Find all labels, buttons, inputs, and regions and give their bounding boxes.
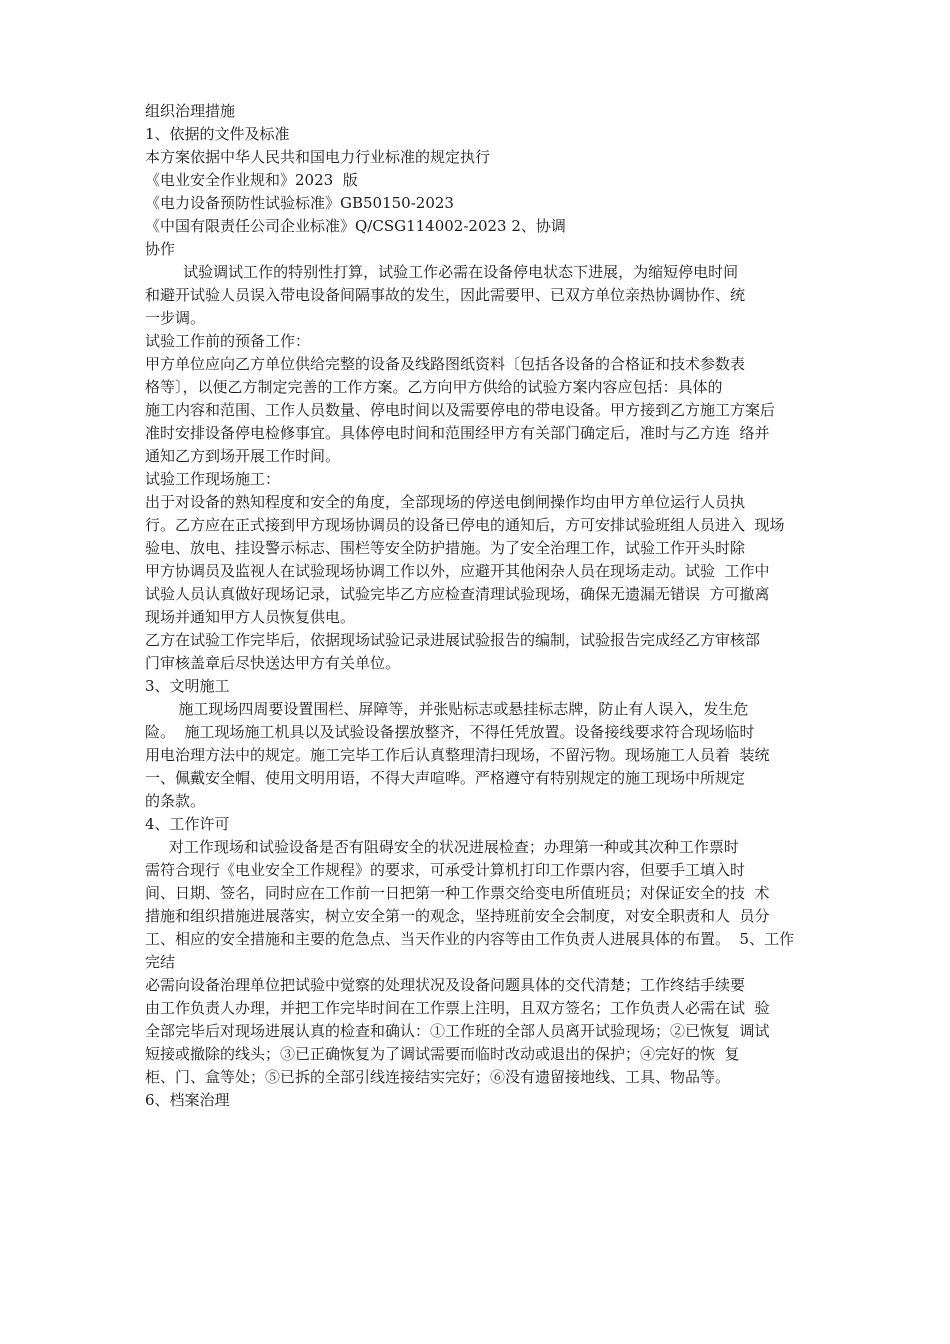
text-line: 准时安排设备停电检修事宜。具体停电时间和范围经甲方有关部门确定后，准时与乙方连 络并 [145,424,770,442]
text-line: 全部完毕后对现场进展认真的检查和确认：①工作班的全部人员离开试验现场；②已恢复 调试 [145,1022,770,1040]
text-line: 1、依据的文件及标准 [145,125,290,143]
text-line: 《中国有限责任公司企业标准》Q/CSG114002-2023 2、协调 [145,217,566,235]
text-line: 的条款。 [145,792,206,810]
text-line: 一步调。 [145,309,206,327]
text-line: 组织治理措施 [145,102,236,120]
text-line: 由工作负责人办理，并把工作完毕时间在工作票上注明，且双方签名；工作负责人必需在试 验 [145,999,770,1017]
text-line: 用电治理方法中的规定。施工完毕工作后认真整理清扫现场，不留污物。现场施工人员着 装统 [145,746,770,764]
text-line: 现场并通知甲方人员恢复供电。 [145,608,356,626]
text-line: 间、日期、签名，同时应在工作前一日把第一种工作票交给变电所值班员；对保证安全的技 术 [145,884,770,902]
text-line: 出于对设备的熟知程度和安全的角度，全部现场的停送电倒闸操作均由甲方单位运行人员执 [145,493,746,511]
text-line: 行。乙方应在正式接到甲方现场协调员的设备已停电的通知后，方可安排试验班组人员进入 现场 [145,516,785,534]
text-line: 试验人员认真做好现场记录，试验完毕乙方应检查清理试验现场，确保无遗漏无错误 方可撤离 [145,585,770,603]
document-page [145,100,820,1112]
text-line: 施工现场四周要设置围栏、屏障等，并张贴标志或悬挂标志牌，防止有人误入，发生危 [145,700,749,718]
text-line: 本方案依据中华人民共和国电力行业标准的规定执行 [145,148,491,166]
text-line: 6、档案治理 [145,1091,230,1109]
text-line: 一、佩戴安全帽、使用文明用语，不得大声喧哗。严格遵守有特别规定的施工现场中所规定 [145,769,746,787]
text-line: 4、工作许可 [145,815,230,833]
text-line: 门审核盖章后尽快送达甲方有关单位。 [145,654,401,672]
text-line: 甲方单位应向乙方单位供给完整的设备及线路图纸资料〔包括各设备的合格证和技术参数表 [145,355,746,373]
text-line: 试验调试工作的特别性打算，试验工作必需在设备停电状态下进展，为缩短停电时间 [145,263,739,281]
text-line: 工、相应的安全措施和主要的危急点、当天作业的内容等由工作负责人进展具体的布置。 5、工作 [145,930,795,948]
text-line: 通知乙方到场开展工作时间。 [145,447,341,465]
text-line: 试验工作前的预备工作： [145,332,311,350]
text-line: 《电力设备预防性试验标准》GB50150-2023 [145,194,454,212]
text-line: 格等〕，以便乙方制定完善的工作方案。乙方向甲方供给的试验方案内容应包括：具体的 [145,378,723,396]
text-line: 施工内容和范围、工作人员数量、停电时间以及需要停电的带电设备。甲方接到乙方施工方案后 [145,401,776,419]
text-line: 《电业安全作业规和》2023 版 [145,171,358,189]
text-line: 3、文明施工 [145,677,230,695]
text-line: 对工作现场和试验设备是否有阻碍安全的状况进展检查；办理第一种或其次种工作票时 [145,838,739,856]
text-line: 完结 [145,953,176,971]
text-line: 柜、门、盒等处；⑤已拆的全部引线连接结实完好；⑥没有遗留接地线、工具、物品等。 [145,1068,731,1086]
text-line: 试验工作现场施工： [145,470,281,488]
text-line: 短接或撤除的线头；③已正确恢复为了调试需要而临时改动或退出的保护；④完好的恢 复 [145,1045,740,1063]
text-line: 和避开试验人员误入带电设备间隔事故的发生，因此需要甲、已双方单位亲热协调协作、统 [145,286,746,304]
text-line: 协作 [145,240,176,258]
text-line: 验电、放电、挂设警示标志、围栏等安全防护措施。为了安全治理工作，试验工作开头时除 [145,539,746,557]
text-line: 乙方在试验工作完毕后，依据现场试验记录进展试验报告的编制，试验报告完成经乙方审核部 [145,631,761,649]
text-line: 措施和组织措施进展落实，树立安全第一的观念，坚持班前安全会制度，对安全职责和人 员分 [145,907,770,925]
text-line: 需符合现行《电业安全工作规程》的要求，可承受计算机打印工作票内容，但要手工填入时 [145,861,746,879]
text-line: 必需向设备治理单位把试验中觉察的处理状况及设备问题具体的交代清楚；工作终结手续要 [145,976,746,994]
text-line: 甲方协调员及监视人在试验现场协调工作以外，应避开其他闲杂人员在现场走动。试验 工作中 [145,562,770,580]
text-line: 险。 施工现场施工机具以及试验设备摆放整齐，不得任凭放置。设备接线要求符合现场临时 [145,723,755,741]
